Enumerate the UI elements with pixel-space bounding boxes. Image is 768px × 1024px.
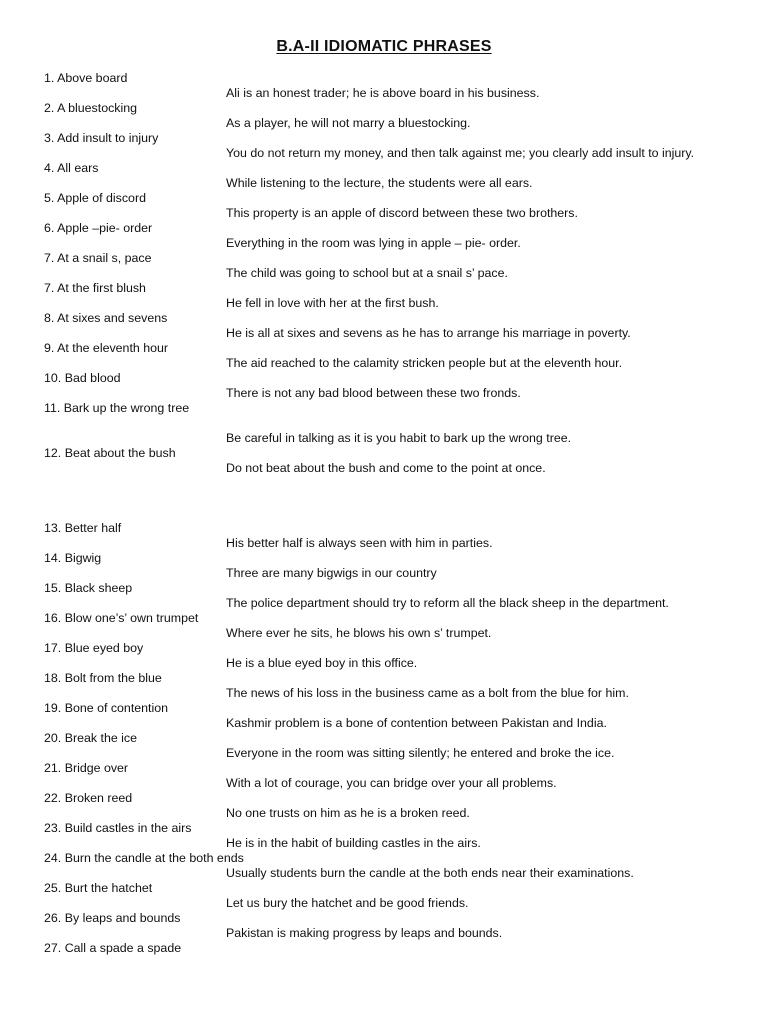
item-number: 6. — [44, 221, 55, 235]
phrase-text: Bone of contention — [64, 701, 169, 715]
example-sentence: The aid reached to the calamity stricken people but at the eleventh hour. — [226, 356, 623, 370]
phrase-text: Bolt from the blue — [64, 671, 162, 685]
idiom-phrase — [44, 521, 768, 536]
example-sentence: You do not return my money, and then talk against me; you clearly add insult to injury. — [226, 146, 695, 160]
list-item — [0, 71, 768, 101]
list-item — [0, 581, 768, 611]
item-number: 7. — [44, 281, 55, 295]
phrase-text: Burn the candle at the both ends — [64, 851, 244, 865]
example-sentence: Everyone in the room was sitting silently; he entered and broke the ice. — [226, 746, 615, 760]
idiom-phrase — [44, 671, 768, 686]
example-sentence: Where ever he sits, he blows his own s’ trumpet. — [226, 626, 492, 640]
list-item — [0, 521, 768, 551]
item-number: 15. — [44, 581, 62, 595]
example-sentence: His better half is always seen with him in parties. — [226, 536, 493, 550]
example-sentence: The police department should try to reform all the black sheep in the department. — [226, 596, 669, 610]
idiom-phrase — [44, 611, 768, 626]
idiom-phrase — [44, 701, 768, 716]
phrase-text: All ears — [57, 161, 99, 175]
phrase-text: Burt the hatchet — [64, 881, 153, 895]
example-sentence: As a player, he will not marry a bluestocking. — [226, 116, 471, 130]
phrase-text: By leaps and bounds — [64, 911, 181, 925]
list-item — [0, 881, 768, 911]
item-number: 20. — [44, 731, 62, 745]
item-number: 17. — [44, 641, 62, 655]
idiom-phrase — [44, 251, 768, 266]
item-number: 22. — [44, 791, 62, 805]
list-item — [0, 131, 768, 161]
item-number: 26. — [44, 911, 62, 925]
idiom-phrase — [44, 371, 768, 386]
item-number: 13. — [44, 521, 62, 535]
list-item — [0, 311, 768, 341]
list-item — [0, 821, 768, 851]
phrase-text: Blue eyed boy — [64, 641, 144, 655]
phrase-text: Call a spade a spade — [64, 941, 182, 955]
example-sentence: Three are many bigwigs in our country — [226, 566, 437, 580]
example-sentence: Ali is an honest trader; he is above board in his business. — [226, 86, 540, 100]
phrase-text: Beat about the bush — [64, 446, 176, 460]
example-sentence: He fell in love with her at the first bush. — [226, 296, 439, 310]
idiom-phrase — [44, 821, 768, 836]
idiom-phrase — [44, 851, 768, 866]
list-item — [0, 611, 768, 641]
phrase-text: At a snail s, pace — [57, 251, 152, 265]
phrase-text: At the eleventh hour — [57, 341, 169, 355]
item-number: 9. — [44, 341, 55, 355]
item-number: 23. — [44, 821, 62, 835]
example-sentence: While listening to the lecture, the students were all ears. — [226, 176, 533, 190]
phrase-text: Blow one’s’ own trumpet — [64, 611, 199, 625]
example-sentence: No one trusts on him as he is a broken reed. — [226, 806, 470, 820]
idiom-phrase — [44, 311, 768, 326]
list-item — [0, 671, 768, 701]
example-sentence: Be careful in talking as it is you habit to bark up the wrong tree. — [226, 431, 572, 445]
idiom-phrase — [44, 221, 768, 236]
phrase-text: Bark up the wrong tree — [63, 401, 190, 415]
item-number: 4. — [44, 161, 55, 175]
idiom-phrase — [44, 641, 768, 656]
item-number: 11. — [44, 401, 61, 415]
idiom-phrase — [44, 551, 768, 566]
idiom-list — [0, 71, 768, 956]
list-item — [0, 761, 768, 791]
phrase-text: At the first blush — [57, 281, 146, 295]
example-sentence: With a lot of courage, you can bridge over your all problems. — [226, 776, 557, 790]
idiom-phrase — [44, 761, 768, 776]
idiom-phrase — [44, 881, 768, 896]
list-item — [0, 341, 768, 371]
example-sentence: Let us bury the hatchet and be good friends. — [226, 896, 469, 910]
item-number: 19. — [44, 701, 62, 715]
phrase-text: Add insult to injury — [57, 131, 159, 145]
phrase-text: Black sheep — [64, 581, 133, 595]
example-sentence: He is in the habit of building castles in the airs. — [226, 836, 481, 850]
list-item — [0, 251, 768, 281]
list-item — [0, 401, 768, 446]
phrase-text: Break the ice — [64, 731, 138, 745]
phrase-text: Broken reed — [64, 791, 133, 805]
list-item — [0, 791, 768, 821]
item-number: 25. — [44, 881, 62, 895]
item-number: 16. — [44, 611, 62, 625]
list-item — [0, 371, 768, 401]
phrase-text: Better half — [64, 521, 122, 535]
item-number: 21. — [44, 761, 62, 775]
list-item — [0, 446, 768, 476]
item-number: 14. — [44, 551, 62, 565]
item-number: 2. — [44, 101, 55, 115]
example-sentence: The child was going to school but at a snail s’ pace. — [226, 266, 508, 280]
idiom-phrase — [44, 341, 768, 356]
list-item — [0, 101, 768, 131]
page-title: B.A-II IDIOMATIC PHRASES — [276, 38, 492, 55]
idiom-phrase — [44, 941, 768, 956]
phrase-text: Build castles in the airs — [64, 821, 192, 835]
example-sentence: There is not any bad blood between these two fronds. — [226, 386, 521, 400]
example-sentence: This property is an apple of discord between these two brothers. — [226, 206, 578, 220]
list-item — [0, 941, 768, 956]
item-number: 1. — [44, 71, 55, 85]
item-number: 18. — [44, 671, 62, 685]
item-number: 12. — [44, 446, 62, 460]
idiom-phrase — [44, 101, 768, 116]
list-item — [0, 161, 768, 191]
item-number: 10. — [44, 371, 62, 385]
idiom-phrase — [44, 446, 768, 461]
item-number: 24. — [44, 851, 62, 865]
example-sentence: Pakistan is making progress by leaps and bounds. — [226, 926, 503, 940]
list-item — [0, 191, 768, 221]
example-sentence: He is a blue eyed boy in this office. — [226, 656, 418, 670]
list-item — [0, 851, 768, 881]
section-spacer — [0, 476, 768, 521]
example-sentence: He is all at sixes and sevens as he has to arrange his marriage in poverty. — [226, 326, 631, 340]
item-number: 5. — [44, 191, 55, 205]
item-number: 3. — [44, 131, 55, 145]
idiom-phrase — [44, 581, 768, 596]
list-item — [0, 641, 768, 671]
phrase-text: At sixes and sevens — [57, 311, 168, 325]
idiom-phrase — [44, 131, 768, 146]
phrase-text: Bigwig — [64, 551, 102, 565]
phrase-text: A bluestocking — [57, 101, 138, 115]
item-number: 8. — [44, 311, 55, 325]
idiom-phrase — [44, 791, 768, 806]
idiom-phrase — [44, 161, 768, 176]
item-number: 7. — [44, 251, 55, 265]
example-sentence: Kashmir problem is a bone of contention between Pakistan and India. — [226, 716, 607, 730]
list-item — [0, 281, 768, 311]
phrase-text: Bad blood — [64, 371, 121, 385]
idiom-phrase — [44, 731, 768, 746]
phrase-text: Apple –pie- order — [57, 221, 153, 235]
phrase-text: Above board — [57, 71, 128, 85]
phrase-text: Bridge over — [64, 761, 129, 775]
idiom-phrase — [44, 191, 768, 206]
idiom-phrase — [44, 401, 768, 416]
idiom-phrase — [44, 71, 768, 86]
list-item — [0, 221, 768, 251]
item-number: 27. — [44, 941, 62, 955]
example-sentence: Do not beat about the bush and come to the point at once. — [226, 461, 546, 475]
example-sentence: Usually students burn the candle at the both ends near their examinations. — [226, 866, 634, 880]
list-item — [0, 551, 768, 581]
list-item — [0, 731, 768, 761]
example-sentence: The news of his loss in the business came as a bolt from the blue for him. — [226, 686, 629, 700]
example-sentence: Everything in the room was lying in apple – pie- order. — [226, 236, 521, 250]
idiom-phrase — [44, 281, 768, 296]
phrase-text: Apple of discord — [57, 191, 146, 205]
idiom-phrase — [44, 911, 768, 926]
list-item — [0, 911, 768, 941]
list-item — [0, 701, 768, 731]
